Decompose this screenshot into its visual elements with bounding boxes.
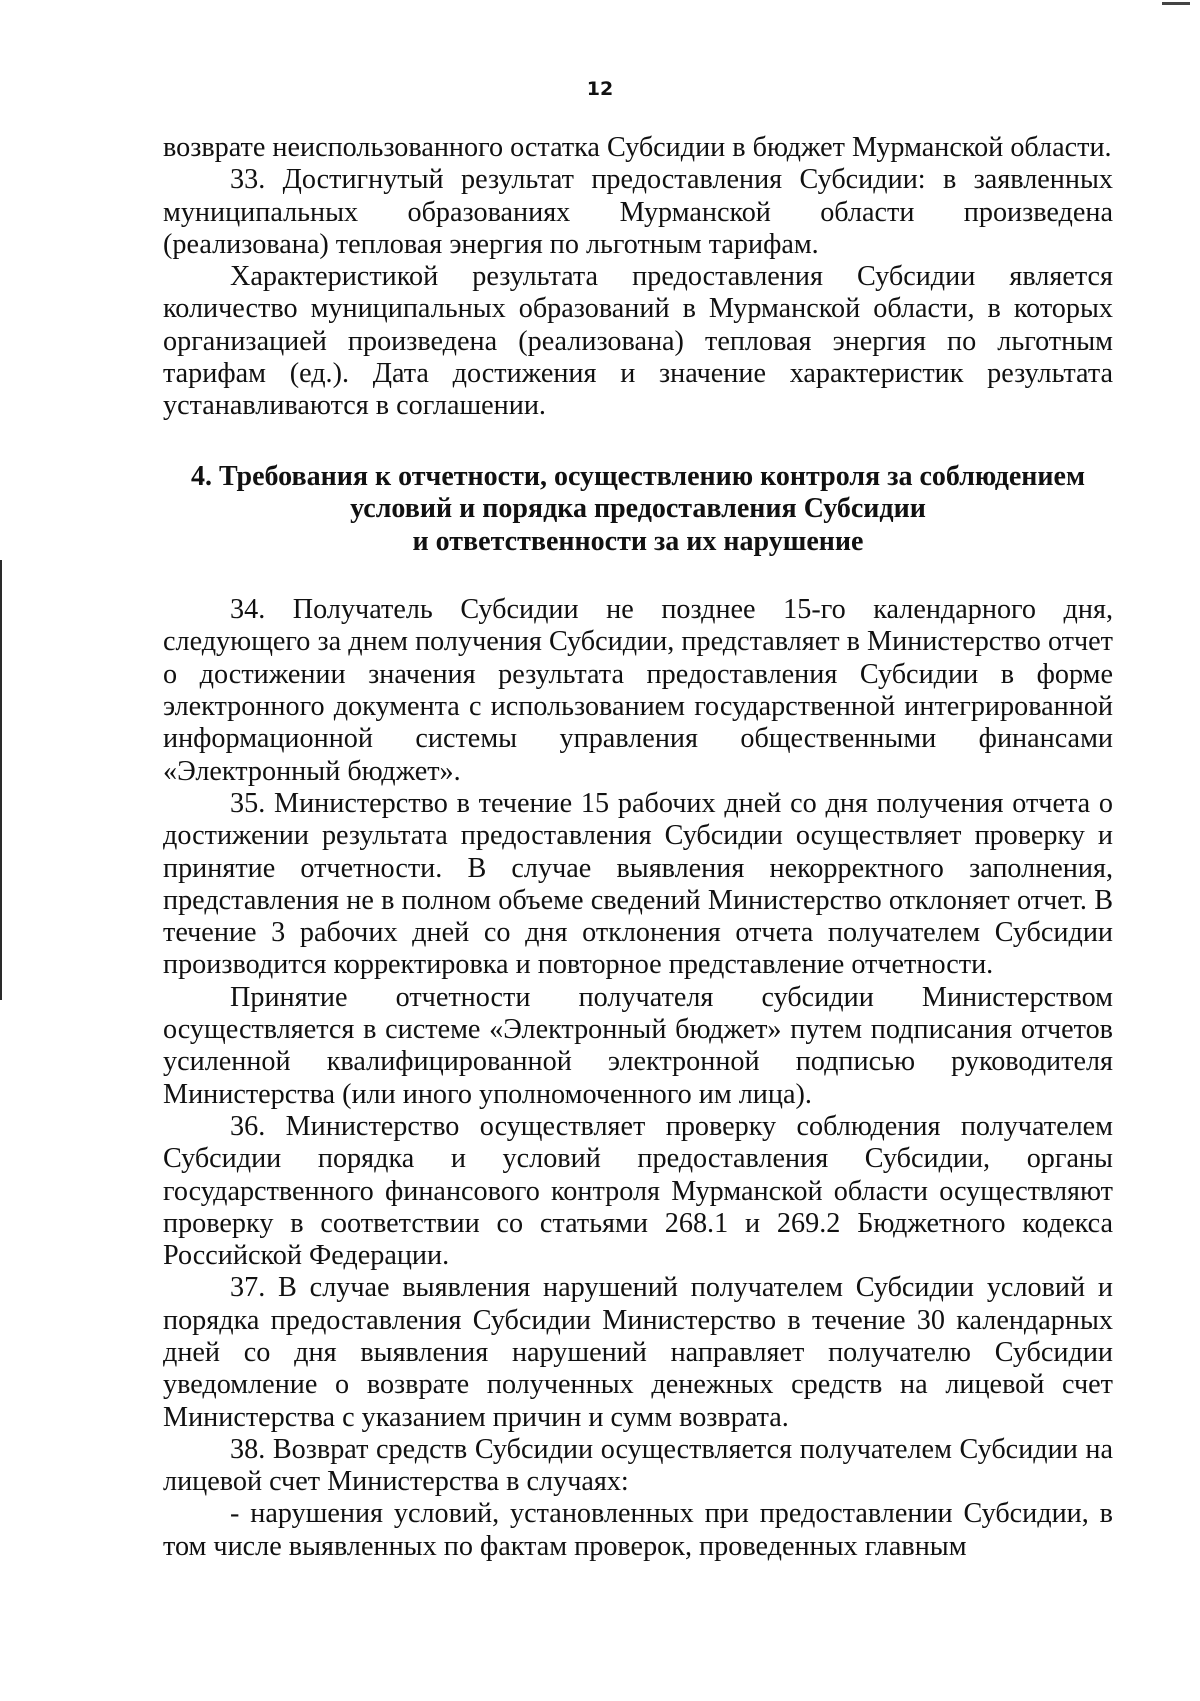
- paragraph-35-acceptance: Принятие отчетности получателя субсидии Министерством осуществляется в системе «Электронный бюджет» путем подписания отчетов усиленной квалифицированной электронной подписью руководителя Министерства (или иного уполномоченного им лица).: [163, 981, 1113, 1110]
- paragraph-35: 35. Министерство в течение 15 рабочих дней со дня получения отчета о достижении результата предоставления Субсидии осуществляет проверку и принятие отчетности. В случае выявления некорректного заполнения, представления не в полном объеме сведений Министерство отклоняет отчет. В течение 3 рабочих дней со дня отклонения отчета получателем Субсидии производится корректировка и повторное представление отчетности.: [163, 787, 1113, 981]
- scan-artifact: [1162, 2, 1190, 5]
- section-heading-line: условий и порядка предоставления Субсидии: [350, 493, 926, 525]
- section-heading-line: 4. Требования к отчетности, осуществлению контроля за соблюдением: [190, 460, 1086, 492]
- paragraph-38: 38. Возврат средств Субсидии осуществляется получателем Субсидии на лицевой счет Министерства в случаях:: [163, 1433, 1113, 1498]
- paragraph-33: 33. Достигнутый результат предоставления Субсидии: в заявленных муниципальных образованиях Мурманской области произведена (реализована) тепловая энергия по льготным тарифам.: [163, 164, 1113, 260]
- scan-artifact: [0, 560, 2, 1000]
- section-heading-line: и ответственности за их нарушение: [412, 525, 864, 557]
- paragraph-continuation: возврате неиспользованного остатка Субсидии в бюджет Мурманской области.: [163, 132, 1112, 163]
- page-number: 12: [586, 78, 614, 100]
- section-heading: [163, 461, 1113, 559]
- document-body: [163, 132, 1113, 1563]
- paragraph-37: 37. В случае выявления нарушений получателем Субсидии условий и порядка предоставления Субсидии Министерство в течение 30 календарных дней со дня выявления нарушений направляет получателю Субсидии уведомление о возврате полученных денежных средств на лицевой счет Министерства с указанием причин и сумм возврата.: [163, 1272, 1113, 1433]
- paragraph-34: 34. Получатель Субсидии не позднее 15-го календарного дня, следующего за днем получения Субсидии, представляет в Министерство отчет о достижении значения результата предоставления Субсидии в форме электронного документа с использованием государственной интегрированной информационной системы управления общественными финансами «Электронный бюджет».: [163, 594, 1113, 787]
- paragraph-36: 36. Министерство осуществляет проверку соблюдения получателем Субсидии порядка и условий предоставления Субсидии, органы государственного финансового контроля Мурманской области осуществляют проверку в соответствии со статьями 268.1 и 269.2 Бюджетного кодекса Российской Федерации.: [163, 1110, 1113, 1272]
- paragraph-33-characteristic: Характеристикой результата предоставления Субсидии является количество муниципальных образований в Мурманской области, в которых организацией произведена (реализована) тепловая энергия по льготным тарифам (ед.). Дата достижения и значение характеристик результата устанавливаются в соглашении.: [163, 261, 1113, 422]
- paragraph-38-item: - нарушения условий, установленных при предоставлении Субсидии, в том числе выявленных по фактам проверок, проведенных главным: [163, 1498, 1113, 1562]
